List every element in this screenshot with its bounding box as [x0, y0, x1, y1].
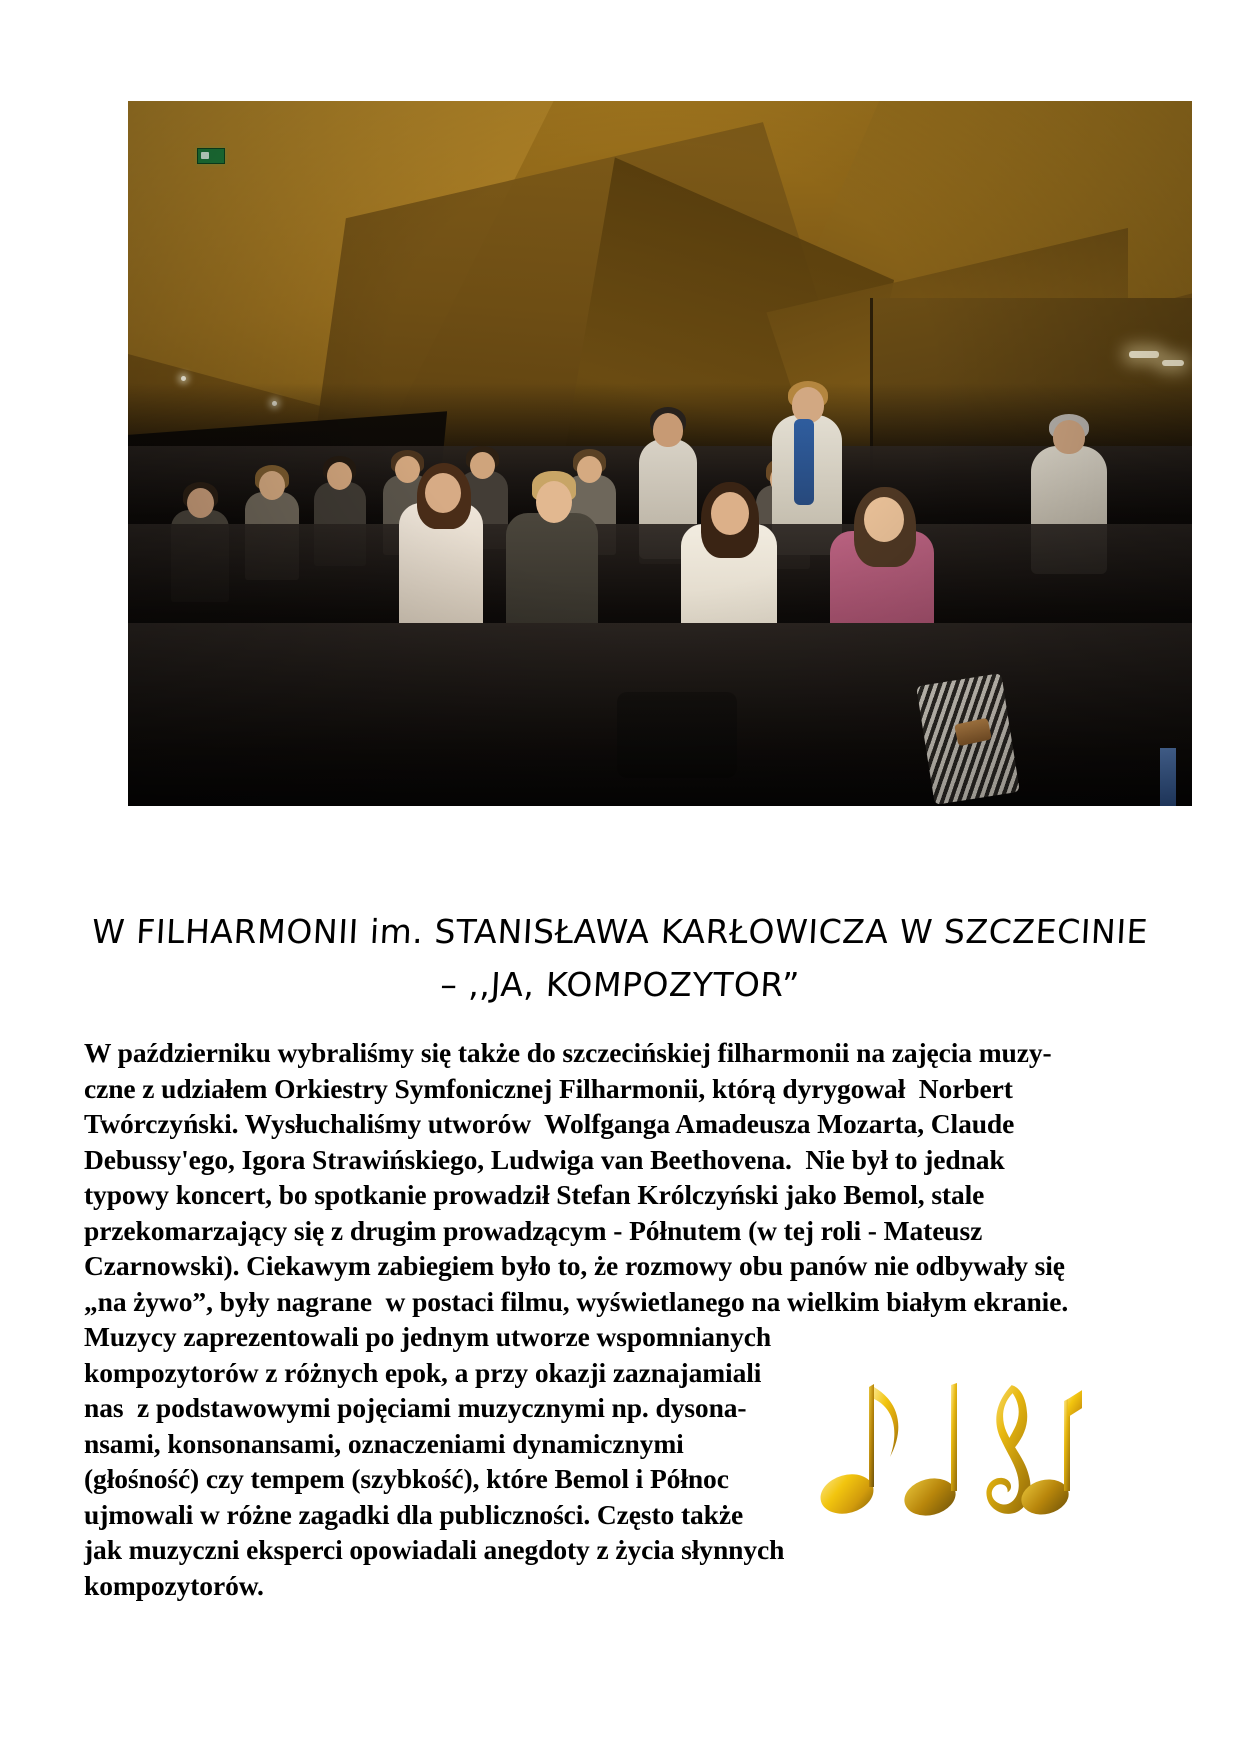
head [1053, 420, 1085, 454]
page-title [70, 905, 1170, 1012]
article-line: nsami, konsonansami, oznaczeniami dynamicznymi [84, 1427, 684, 1459]
blue-object [1160, 748, 1176, 806]
head [187, 488, 214, 518]
article-line: Czarnowski). Ciekawym zabiegiem było to, że rozmowy obu panów nie odbywały się [84, 1250, 1065, 1281]
head [536, 481, 572, 523]
exit-sign-icon [197, 148, 225, 164]
article-line: nas z podstawowymi pojęciami muzycznymi np. dysona- [84, 1392, 747, 1423]
quarter-note-icon [900, 1383, 959, 1521]
article-line: Muzycy zaprezentowali po jednym utworze wspomnianych [84, 1321, 772, 1352]
head [864, 497, 904, 542]
photo-scene [128, 101, 1192, 806]
seated-student [399, 503, 483, 643]
head [792, 387, 824, 423]
article-line: jak muzyczni eksperci opowiadali anegdoty z życia słynnych [84, 1534, 785, 1565]
article-line: Debussy'ego, Igora Strawińskiego, Ludwiga van Beethovena. Nie był to jednak [84, 1143, 1005, 1175]
article-line: przekomarzający się z drugim prowadzącym - Półnutem (w tej roli - Mateusz [84, 1214, 983, 1246]
head [653, 413, 683, 447]
title-line-1: W FILHARMONII im. STANISŁAWA KARŁOWICZA W SZCZECINIE [90, 912, 1150, 951]
head [577, 456, 602, 483]
head [711, 492, 749, 535]
article-line: kompozytorów z różnych epok, a przy okazji zaznajamiali [84, 1356, 762, 1388]
ceiling-lamp-icon [1162, 360, 1184, 366]
concert-hall-photo [128, 101, 1192, 806]
ceiling-lamp-icon [1129, 351, 1159, 358]
article-line: Twórczyński. Wysłuchaliśmy utworów Wolfganga Amadeusza Mozarta, Claude [84, 1108, 1015, 1139]
blue-scarf [794, 419, 814, 505]
head [327, 462, 352, 490]
head [259, 471, 285, 500]
article-line: czne z udziałem Orkiestry Symfonicznej Filharmonii, którą dyrygował Norbert [84, 1072, 1013, 1104]
article-line: „na żywo”, były nagrane w postaci filmu, wyświetlanego na wielkim białym ekranie. [84, 1285, 1069, 1317]
article-line: ujmowali w różne zagadki dla publiczności. Często także [84, 1498, 744, 1530]
head [395, 456, 420, 483]
title-line-2: – ,,JA, KOMPOZYTOR” [439, 965, 801, 1005]
article-line: (głośność) czy tempem (szybkość), które Bemol i Północ [84, 1463, 729, 1494]
article-line: W październiku wybraliśmy się także do szczecińskiej filharmonii na zajęcia muzy- [84, 1037, 1052, 1068]
article-line: typowy koncert, bo spotkanie prowadził Stefan Królczyński jako Bemol, stale [84, 1179, 985, 1210]
handbag [617, 692, 737, 778]
music-notes-graphic [812, 1375, 1082, 1540]
eighth-note-icon [816, 1384, 899, 1520]
head [425, 473, 461, 513]
article-line: kompozytorów. [84, 1569, 264, 1601]
eighth-note-icon [1018, 1387, 1082, 1519]
head [470, 452, 495, 479]
